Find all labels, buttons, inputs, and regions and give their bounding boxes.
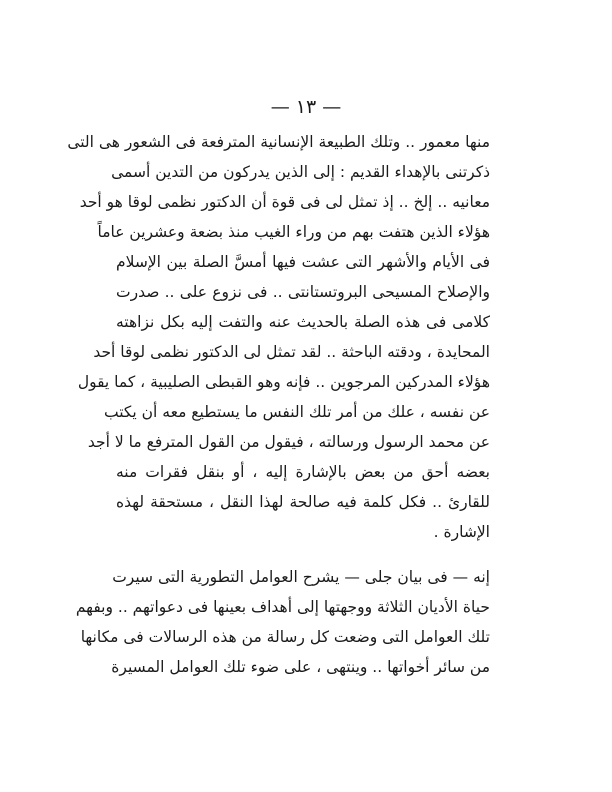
text-line: هؤلاء المدركين المرجوين .. فإنه وهو القبطى الصليبية ، كما يقول: [77, 373, 490, 391]
text-line: هؤلاء الذين هتفت بهم من وراء الغيب منذ بضعة وعشرين عاماً: [97, 223, 490, 241]
text-line: حياة الأديان الثلاثة ووجهتها إلى أهداف بعينها فى دعواتهم .. وبفهم: [75, 598, 490, 616]
text-line: من سائر أخواتها .. وينتهى ، على ضوء تلك العوامل المسيرة: [111, 658, 490, 676]
text-line: معانيه .. إلخ .. إذ تمثل لى فى قوة أن الدكتور نظمى لوقا هو أحد: [79, 193, 490, 211]
page-number: — ١٣ —: [270, 96, 342, 118]
text-line: منها معمور .. وتلك الطبيعة الإنسانية المترفعة فى الشعور هى التى: [67, 133, 490, 151]
text-line: عن محمد الرسول ورسالته ، فيقول من القول المترفع ما لا أجد: [87, 433, 490, 451]
text-line: الإشارة .: [433, 523, 490, 541]
text-line: فى الأيام والأشهر التى عشت فيها أمسَّ الصلة بين الإسلام: [116, 253, 490, 271]
text-line: ذكرتنى بالإهداء القديم : إلى الذين يدركون من التدين أسمى: [111, 163, 490, 181]
text-line: للقارئ .. فكل كلمة فيه صالحة لهذا النقل ، مستحقة لهذه: [116, 493, 490, 511]
text-line: والإصلاح المسيحى البروتستانتى .. فى نزوع على .. صدرت: [116, 283, 490, 301]
text-line: بعضه أحق من بعض بالإشارة إليه ، أو بنقل فقرات منه: [116, 463, 490, 481]
paragraph-2: [75, 562, 490, 682]
text-line: المحايدة ، ودقته الباحثة .. لقد تمثل لى الدكتور نظمى لوقا أحد: [93, 343, 490, 361]
text-line: عن نفسه ، علك من أمر تلك النفس ما يستطيع معه أن يكتب: [103, 403, 490, 421]
text-line: إنه — فى بيان جلى — يشرح العوامل التطورية التى سيرت: [112, 568, 490, 586]
text-line: كلامى فى هذه الصلة بالحديث عنه والتفت إليه بكل نزاهته: [116, 313, 490, 331]
text-line: تلك العوامل التى وضعت كل رسالة من هذه الرسالات فى مكانها: [80, 628, 490, 646]
paragraph-1: [67, 127, 490, 547]
